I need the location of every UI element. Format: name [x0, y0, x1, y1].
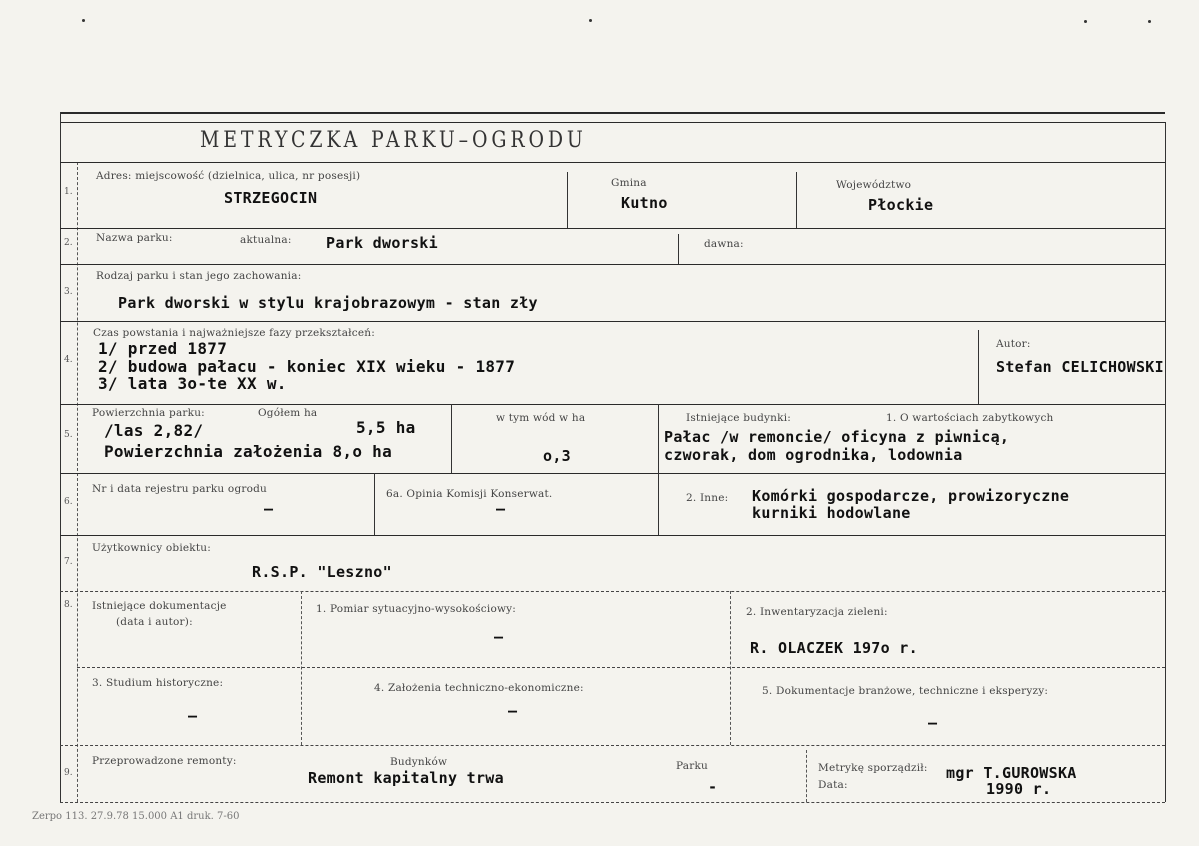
buildings-label: Istniejące budynki:: [686, 412, 791, 424]
forest-area-value: /las 2,82/: [104, 421, 204, 440]
park-repair-value: -: [708, 778, 718, 796]
voivodeship-label: Województwo: [836, 179, 912, 191]
tech-economic-value: —: [508, 702, 518, 720]
row-rule: [60, 473, 1165, 474]
historic-value-label: 1. O wartościach zabytkowych: [886, 412, 1054, 424]
row-rule: [60, 535, 1165, 536]
water-area-label: w tym wód w ha: [496, 412, 586, 424]
park-name-label: Nazwa parku:: [96, 232, 173, 244]
register-value: —: [264, 500, 274, 518]
col-rule: [806, 750, 807, 802]
area-label: Powierzchnia parku:: [92, 407, 205, 419]
col-rule: [374, 473, 375, 535]
row-number: 3.: [64, 287, 73, 297]
author-value: Stefan CELICHOWSKI: [996, 358, 1164, 376]
history-line: 1/ przed 1877: [98, 339, 228, 358]
greenery-inventory-value: R. OLACZEK 197o r.: [750, 639, 918, 657]
other-buildings-line: Komórki gospodarcze, prowizoryczne: [752, 487, 1070, 505]
layout-area-value: Powierzchnia założenia 8,o ha: [104, 442, 393, 461]
print-footer: Zerpo 113. 27.9.78 15.000 A1 druk. 7-60: [32, 811, 240, 822]
history-line: 3/ lata 3o-te XX w.: [98, 374, 287, 393]
buildings-line: Pałac /w remoncie/ oficyna z piwnicą,: [664, 428, 1010, 446]
col-rule: [301, 591, 302, 745]
scan-speck: [82, 19, 85, 22]
row-number: 6.: [64, 497, 73, 507]
row-number: 4.: [64, 355, 73, 365]
area-total-label: Ogółem ha: [258, 407, 318, 419]
gmina-value: Kutno: [621, 194, 668, 212]
scan-speck: [1148, 20, 1151, 23]
col-rule: [451, 404, 452, 473]
branch-docs-label: 5. Dokumentacje branżowe, techniczne i eksperyzy:: [762, 685, 1049, 697]
number-column-rule: [77, 162, 78, 802]
row-number: 5.: [64, 430, 73, 440]
col-rule: [730, 591, 731, 745]
form-title: METRYCZKA PARKU–OGRODU: [200, 128, 587, 153]
col-rule: [678, 234, 679, 264]
col-rule: [658, 404, 659, 535]
other-buildings-label: 2. Inne:: [686, 492, 729, 504]
park-repair-label: Parku: [676, 760, 708, 772]
address-value: STRZEGOCIN: [224, 189, 318, 207]
date-value: 1990 r.: [986, 780, 1052, 798]
voivodeship-value: Płockie: [868, 196, 934, 214]
docs-label: Istniejące dokumentacje: [92, 600, 227, 612]
row-number: 8.: [64, 600, 73, 610]
users-value: R.S.P. "Leszno": [252, 563, 392, 581]
branch-docs-value: —: [928, 714, 938, 732]
other-buildings-line: kurniki hodowlane: [752, 504, 911, 522]
current-name-label: aktualna:: [240, 234, 292, 246]
row-number: 7.: [64, 557, 73, 567]
gmina-label: Gmina: [611, 177, 647, 189]
historical-study-value: —: [188, 707, 198, 725]
row-rule: [60, 591, 1165, 592]
buildings-repair-label: Budynków: [390, 756, 448, 768]
row-rule: [60, 162, 1165, 163]
frame-right: [1165, 122, 1166, 802]
survey-value: —: [494, 628, 504, 646]
row-number: 1.: [64, 187, 73, 197]
park-type-value: Park dworski w stylu krajobrazowym - stan zły: [118, 294, 538, 312]
row-rule: [60, 802, 1165, 803]
row-rule: [60, 228, 1165, 229]
repairs-label: Przeprowadzone remonty:: [92, 755, 237, 767]
greenery-inventory-label: 2. Inwentaryzacja zieleni:: [746, 606, 888, 618]
survey-label: 1. Pomiar sytuacyjno-wysokościowy:: [316, 603, 517, 615]
area-total-value: 5,5 ha: [356, 418, 416, 437]
buildings-line: czworak, dom ogrodnika, lodownia: [664, 446, 963, 464]
conservation-opinion-label: 6a. Opinia Komisji Konserwat.: [386, 488, 553, 500]
col-rule: [567, 172, 568, 228]
tech-economic-label: 4. Założenia techniczno-ekonomiczne:: [374, 682, 584, 694]
conservation-opinion-value: —: [496, 500, 506, 518]
scan-speck: [589, 19, 592, 22]
history-line: 2/ budowa pałacu - koniec XIX wieku - 1877: [98, 357, 516, 376]
frame-top: [60, 112, 1165, 114]
frame-top-inner: [60, 122, 1165, 123]
former-name-label: dawna:: [704, 238, 744, 250]
docs-label-sub: (data i autor):: [116, 616, 193, 628]
water-area-value: o,3: [543, 447, 571, 465]
park-type-label: Rodzaj parku i stan jego zachowania:: [96, 270, 302, 282]
frame-left: [60, 112, 61, 802]
address-label: Adres: miejscowość (dzielnica, ulica, nr posesji): [96, 170, 361, 182]
buildings-repair-value: Remont kapitalny trwa: [308, 769, 504, 787]
register-label: Nr i data rejestru parku ogrodu: [92, 483, 267, 495]
history-label: Czas powstania i najważniejsze fazy przekształceń:: [93, 327, 375, 339]
current-name-value: Park dworski: [326, 234, 438, 252]
col-rule: [796, 172, 797, 228]
prepared-by-label: Metrykę sporządził:: [818, 762, 928, 774]
row-rule: [60, 321, 1165, 322]
row-rule: [60, 404, 1165, 405]
row-number: 9.: [64, 768, 73, 778]
date-label: Data:: [818, 779, 848, 791]
author-label: Autor:: [996, 338, 1031, 350]
row-rule: [77, 667, 1165, 668]
row-rule: [60, 745, 1165, 746]
historical-study-label: 3. Studium historyczne:: [92, 677, 224, 689]
row-rule: [60, 264, 1165, 265]
col-rule: [978, 330, 979, 404]
row-number: 2.: [64, 238, 73, 248]
scan-speck: [1084, 20, 1087, 23]
prepared-by-value: mgr T.GUROWSKA: [946, 764, 1077, 782]
users-label: Użytkownicy obiektu:: [92, 542, 211, 554]
